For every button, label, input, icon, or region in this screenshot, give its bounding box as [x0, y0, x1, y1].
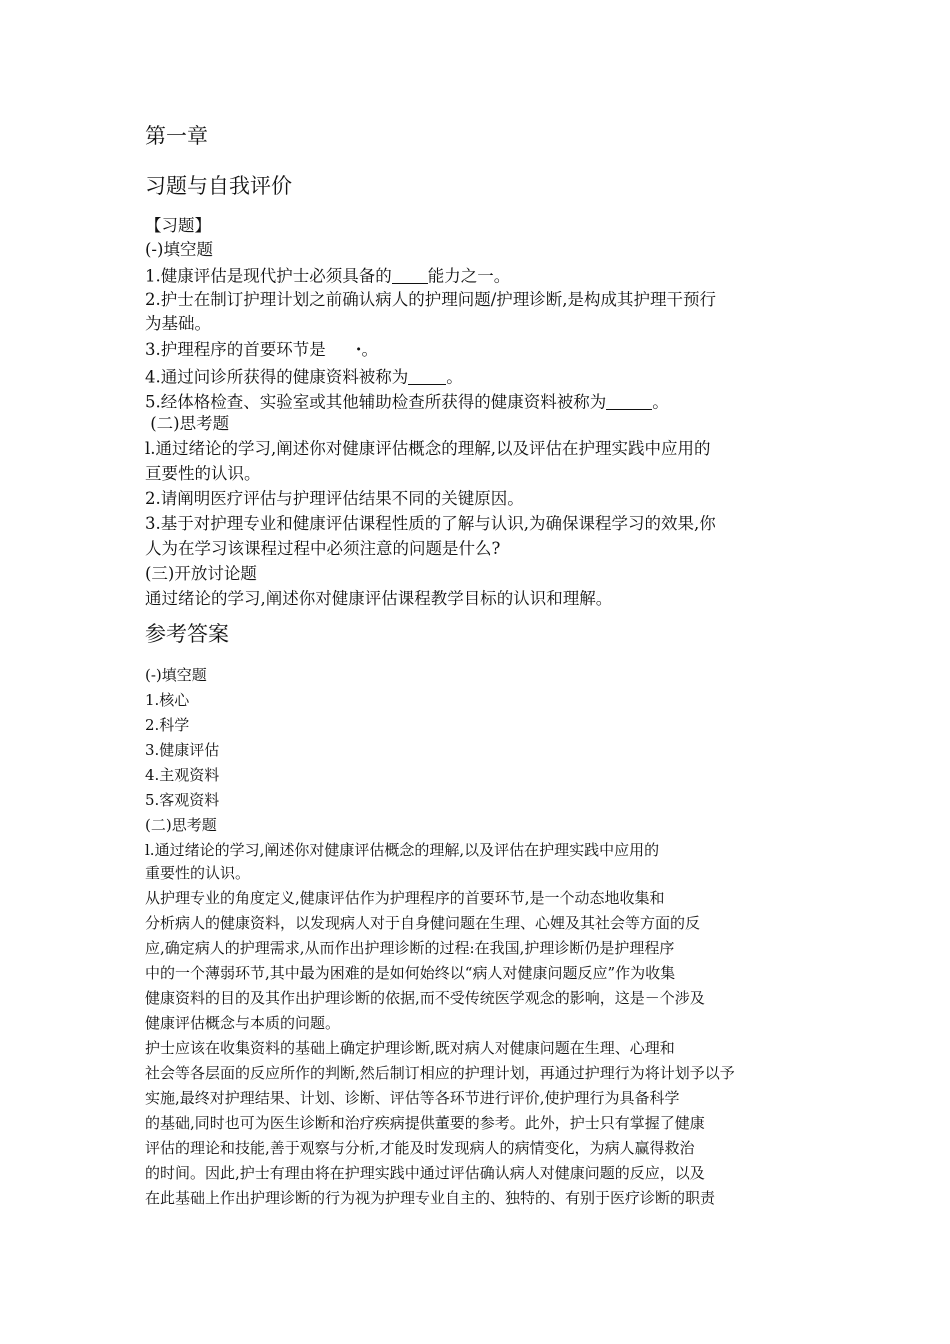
thinking-question-3-line-2: 人为在学习该课程过程中必须注意的问题是什么?	[145, 539, 501, 558]
open-discussion-question: 通过绪论的学习,阐述你对健康评估课程教学目标的认识和理解。	[145, 589, 613, 608]
paragraph-1-line: 健康资料的目的及其作出护理诊断的依据,而不受传统医学观念的影响，这是－个涉及	[145, 989, 705, 1007]
paragraph-1-line: 分析病人的健康资料，以发现病人对于自身健问题在生理、心娌及其社会等方面的反	[145, 914, 701, 932]
paragraph-2-line: 护士应该在收集资料的基础上确定护理诊断,既对病人对健康问题在生理、心理和	[145, 1039, 675, 1057]
chapter-title: 第一章	[145, 124, 208, 148]
answer-4: 4.主观资料	[145, 766, 220, 784]
question-5-tail: 。	[652, 392, 669, 412]
thinking-question-2: 2.请阐明医疗评估与护理评估结果不同的关键原因。	[145, 489, 524, 508]
thinking-question-3-line-1: 3.基于对护理专业和健康评估课程性质的了解与认识,为确保课程学习的效果,你	[145, 514, 716, 533]
fill-blank-heading: (-)填空题	[145, 240, 213, 259]
section-title: 习题与自我评价	[145, 174, 292, 198]
paragraph-2-line: 的时间。因此,护士有理由将在护理实践中通过评估确认病人对健康问题的反应，以及	[145, 1164, 705, 1182]
answers-thinking-heading: (二)思考题	[145, 816, 217, 834]
question-1	[145, 266, 510, 285]
paragraph-1-line: 从护理专业的角度定义,健康评估作为护理程序的首要环节,是一个动态地收集和	[145, 889, 665, 907]
question-2-line-2: 为基础。	[145, 314, 211, 333]
question-1-tail: 能力之一。	[427, 266, 511, 286]
thinking-question-1-line-2: 亘要性的认识。	[145, 464, 261, 483]
question-5-text: 5.经体格检查、实验室或其他辅助检查所获得的健康资料被称为	[145, 392, 607, 412]
question-3-mark: ·	[355, 340, 362, 359]
question-3-tail: 。	[361, 340, 378, 359]
question-3	[145, 342, 378, 359]
question-4-tail: 。	[446, 367, 463, 387]
thinking-heading: (二)思考题	[145, 414, 230, 433]
paragraph-2-line: 社会等各层面的反应所作的判断,然后制订相应的护理计划，再通过护理行为将计划予以予	[145, 1064, 735, 1082]
question-4-text: 4.通过问诊所获得的健康资料被称为	[145, 367, 409, 387]
paragraph-2-line: 评估的理论和技能,善于观察与分析,才能及时发现病人的病情变化，为病人赢得救治	[145, 1139, 695, 1157]
question-3-text: 3.护理程序的首要环节是	[145, 340, 326, 359]
question-1-text: 1.健康评估是现代护士必须具备的	[145, 266, 392, 286]
answer-1: 1.核心	[145, 691, 190, 709]
answer-5: 5.客观资料	[145, 791, 220, 809]
answers-fill-heading: (-)填空题	[145, 666, 207, 684]
open-discussion-heading: (三)开放讨论题	[145, 564, 257, 583]
paragraph-2-line: 实施,最终对护理结果、计划、诊断、评估等各环节进行评价,使护理行为具备科学	[145, 1089, 680, 1107]
question-2-line-1: 2.护士在制订护理计划之前确认病人的护理问题/护理诊断,是构成其护理干预行	[145, 290, 717, 309]
question-4	[145, 367, 463, 386]
exercises-heading: 【习题】	[145, 216, 211, 235]
paragraph-2-line: 的基础,同时也可为医生诊断和治疗疾病提供董要的参考。此外，护士只有掌握了健康	[145, 1114, 705, 1132]
thinking-question-1-line-1: l.通过绪论的学习,阐述你对健康评估概念的理解,以及评估在护理实践中应用的	[145, 439, 711, 458]
paragraph-2-line: 在此基础上作出护理诊断的行为视为护理专业自主的、独特的、有别于医疗诊断的职责	[145, 1189, 716, 1207]
paragraph-1-line: 健康评估概念与本质的问题。	[145, 1014, 341, 1032]
answer-blank	[392, 266, 428, 284]
answer-2: 2.科学	[145, 716, 190, 734]
answer-blank	[408, 367, 446, 385]
answer-blank	[606, 392, 652, 410]
paragraph-1-line: 中的一个薄弱环节,其中最为困难的是如何始终以“病人对健康问题反应”作为收集	[145, 964, 676, 982]
paragraph-1-line: 应,确定病人的护理需求,从而作出护理诊断的过程:在我国,护理诊断仍是护理程序	[145, 939, 675, 957]
answer-3: 3.健康评估	[145, 741, 220, 759]
question-5	[145, 392, 669, 411]
answers-thinking-question-line-2: 重要性的认识。	[145, 864, 251, 882]
answers-heading: 参考答案	[145, 622, 229, 646]
answers-thinking-question-line-1: l.通过绪论的学习,阐述你对健康评估概念的理解,以及评估在护理实践中应用的	[145, 841, 660, 859]
